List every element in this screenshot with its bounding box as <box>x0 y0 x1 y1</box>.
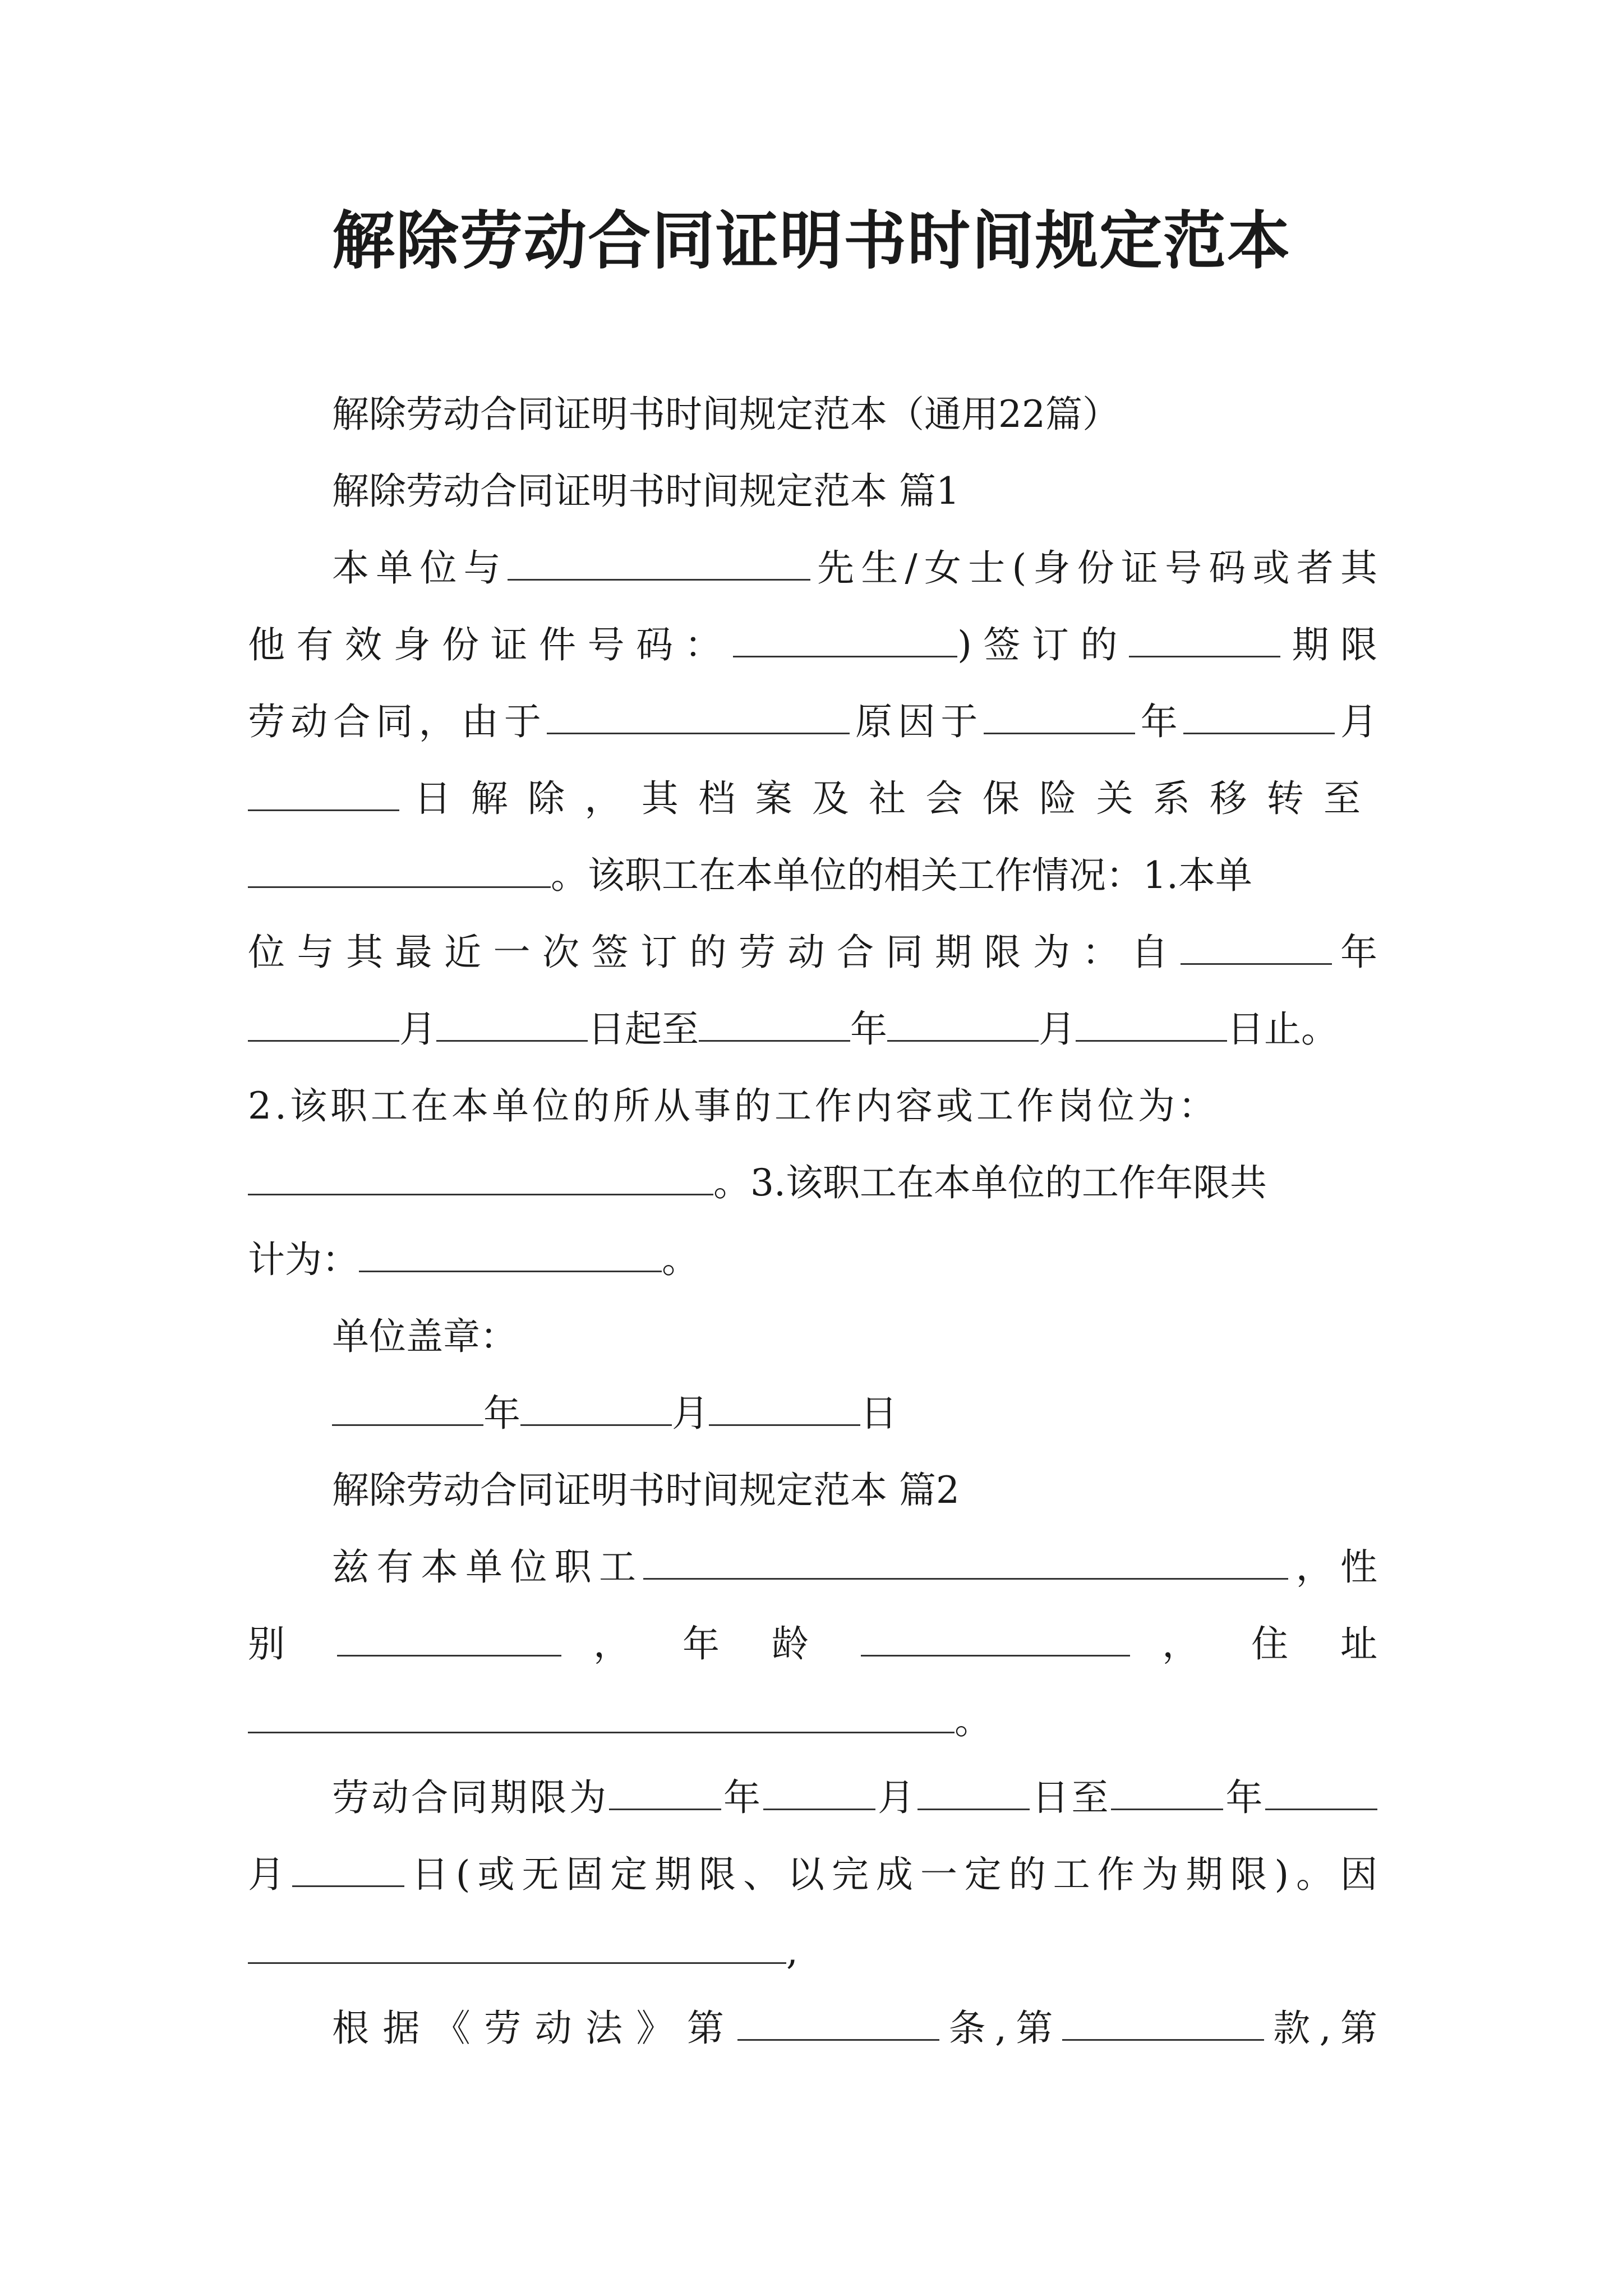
text-segment: 年 <box>1331 931 1377 974</box>
fill-blank <box>609 1775 721 1810</box>
fill-blank <box>248 776 399 811</box>
text-segment: , <box>786 1930 798 1973</box>
fill-blank <box>1181 930 1332 965</box>
fill-blank <box>861 1621 1130 1657</box>
text-segment: ， <box>1162 1622 1220 1665</box>
text-segment: ， <box>593 1622 651 1665</box>
fill-blank <box>709 1391 860 1426</box>
fill-blank <box>1129 622 1280 657</box>
text-segment: 年 <box>683 1622 740 1665</box>
fill-blank <box>520 1391 672 1426</box>
fill-blank <box>248 1698 955 1733</box>
article-heading-2: 解除劳动合同证明书时间规定范本 篇2 <box>332 1469 960 1512</box>
paragraph-line <box>248 837 1377 914</box>
fill-blank <box>737 2005 939 2041</box>
fill-blank <box>248 1929 786 1964</box>
signature-date <box>248 1375 1377 1452</box>
text-segment: 年 <box>483 1392 520 1435</box>
paragraph-line <box>248 530 1377 606</box>
fill-blank <box>699 1006 850 1042</box>
fill-blank <box>359 1237 662 1272</box>
text-segment: 条,第 <box>939 2007 1062 2050</box>
text-segment: 原因于 <box>850 700 984 743</box>
text-segment: 日解除，其档案及社会保险关系移转至 <box>414 777 1378 820</box>
fill-blank <box>643 1544 1288 1580</box>
paragraph-line <box>248 1605 1377 1682</box>
text-segment: 别 <box>248 1622 306 1665</box>
fill-blank <box>984 699 1135 734</box>
text-segment: 。 <box>955 1699 992 1742</box>
fill-blank <box>292 1852 404 1887</box>
paragraph-line <box>248 1529 1377 1605</box>
text-segment: 月 <box>248 1853 292 1896</box>
paragraph-line <box>248 1759 1377 1836</box>
fill-blank <box>887 1006 1039 1042</box>
text-segment: 他有效身份证件号码： <box>248 623 734 666</box>
text-segment: 计为： <box>248 1238 359 1281</box>
text-segment: 日(或无固定期限、以完成一定的工作为期限)。因 <box>404 1853 1377 1896</box>
text-segment: 年 <box>850 1007 887 1051</box>
paragraph-line <box>248 1221 1377 1298</box>
text-segment: 月 <box>399 1007 436 1051</box>
paragraph-line <box>248 1682 1377 1759</box>
text-segment: 先生/女士(身份证号码或者其 <box>810 546 1377 590</box>
text-segment: 龄 <box>772 1622 829 1665</box>
paragraph-line <box>248 914 1377 991</box>
fill-blank <box>337 1621 561 1657</box>
text-segment: 位与其最近一次签订的劳动合同期限为：自 <box>248 931 1181 974</box>
text-segment: 。该职工在本单位的相关工作情况：1.本单 <box>551 854 1252 897</box>
text-segment: 兹有本单位职工 <box>332 1545 644 1589</box>
text-segment: 日 <box>860 1392 897 1435</box>
text-segment: 日至 <box>1029 1776 1111 1819</box>
fill-blank <box>248 1006 399 1042</box>
fill-blank <box>547 699 850 734</box>
paragraph-line <box>248 1068 1377 1144</box>
text-segment: 期限 <box>1280 623 1377 666</box>
text-segment: 址 <box>1340 1622 1378 1665</box>
text-segment: 月 <box>875 1776 917 1819</box>
text-segment: 日起至 <box>588 1007 699 1051</box>
document-title: 解除劳动合同证明书时间规定范本 <box>332 204 1291 278</box>
fill-blank <box>332 1391 483 1426</box>
text-segment: 月 <box>1334 700 1378 743</box>
text-segment: 劳动合同期限为 <box>332 1776 609 1819</box>
text-segment: 日止。 <box>1227 1007 1338 1051</box>
fill-blank <box>1183 699 1335 734</box>
fill-blank <box>1076 1006 1227 1042</box>
text-segment: 2.该职工在本单位的所从事的工作内容或工作岗位为： <box>248 1084 1219 1128</box>
text-segment: 本单位与 <box>332 546 508 590</box>
fill-blank <box>763 1775 875 1810</box>
text-segment: 款,第 <box>1264 2007 1377 2050</box>
fill-blank <box>1111 1775 1223 1810</box>
paragraph-line <box>248 1990 1377 2067</box>
text-segment: 劳动合同，由于 <box>248 700 547 743</box>
text-segment: 根据《劳动法》第 <box>332 2007 738 2050</box>
paragraph-line <box>248 683 1377 760</box>
text-segment: )签订的 <box>957 623 1129 666</box>
text-segment: 住 <box>1251 1622 1309 1665</box>
text-segment: 。3.该职工在本单位的工作年限共 <box>713 1161 1267 1204</box>
fill-blank <box>248 853 551 888</box>
fill-blank <box>248 1160 713 1195</box>
paragraph-line <box>248 1144 1377 1221</box>
text-segment: ，性 <box>1288 1545 1378 1589</box>
paragraph-line <box>248 1913 1377 1990</box>
paragraph-line <box>248 1836 1377 1913</box>
document-body <box>248 376 1377 2067</box>
text-segment: 月 <box>672 1392 709 1435</box>
text-segment: 年 <box>1223 1776 1265 1819</box>
seal-label: 单位盖章： <box>332 1315 517 1358</box>
paragraph-line <box>248 606 1377 683</box>
text-segment: 。 <box>662 1238 699 1281</box>
text-segment: 年 <box>1135 700 1183 743</box>
fill-blank <box>436 1006 588 1042</box>
fill-blank <box>1265 1775 1377 1810</box>
paragraph-line <box>248 760 1377 837</box>
text-segment: 年 <box>721 1776 763 1819</box>
paragraph-line <box>248 991 1377 1068</box>
fill-blank <box>733 622 957 657</box>
text-segment: 月 <box>1039 1007 1076 1051</box>
document-subtitle: 解除劳动合同证明书时间规定范本（通用22篇） <box>332 393 1119 436</box>
fill-blank <box>917 1775 1030 1810</box>
fill-blank <box>1062 2005 1264 2041</box>
fill-blank <box>508 545 810 581</box>
article-heading-1: 解除劳动合同证明书时间规定范本 篇1 <box>332 470 960 513</box>
